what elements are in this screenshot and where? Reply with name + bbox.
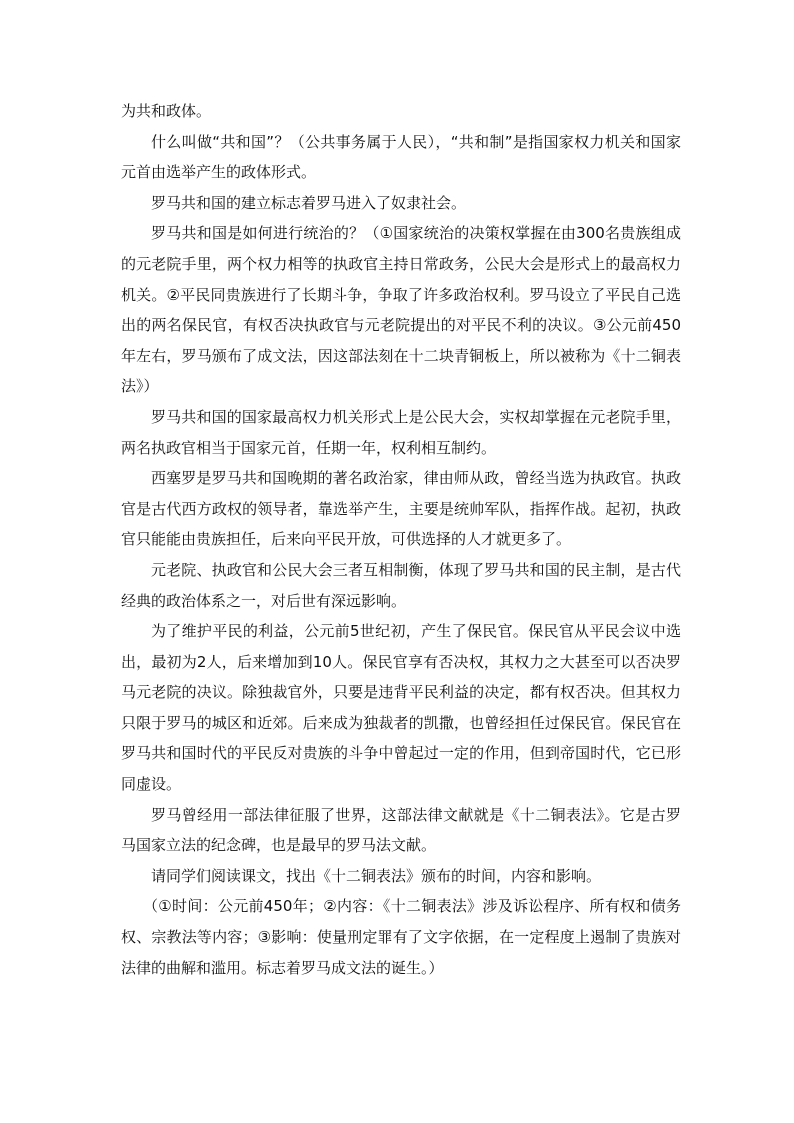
- paragraph-cicero: 西塞罗是罗马共和国晚期的著名政治家，律由师从政，曾经当选为执政官。执政官是古代西方政权的领导者，靠选举产生，主要是统帅军队，指挥作战。起初，执政官只能能由贵族担任，后来向平民开放，可供选择的人才就更多了。: [121, 469, 681, 549]
- paragraph-twelve-tables: 罗马曾经用一部法律征服了世界，这部法律文献就是《十二铜表法》。它是古罗马国家立法的纪念碑，也是最早的罗马法文献。: [121, 805, 681, 855]
- paragraph-answer: （①时间：公元前450年；②内容：《十二铜表法》涉及诉讼程序、所有权和债务权、宗教法等内容；③影响：使量刑定罪有了文字依据，在一定程度上遏制了贵族对法律的曲解和滥用。标志着罗马成文法的诞生。）: [121, 897, 681, 977]
- paragraph-checks-balances: 元老院、执政官和公民大会三者互相制衡，体现了罗马共和国的民主制，是古代经典的政治体系之一，对后世有深远影响。: [121, 560, 681, 610]
- paragraph-power-structure: 罗马共和国的国家最高权力机关形式上是公民大会，实权却掌握在元老院手里，两名执政官相当于国家元首，任期一年，权利相互制约。: [121, 407, 681, 457]
- paragraph-continuation: 为共和政体。: [121, 102, 212, 120]
- document-body: [121, 96, 681, 983]
- paragraph-governance: 罗马共和国是如何进行统治的？（①国家统治的决策权掌握在由300名贵族组成的元老院手里，两个权力相等的执政官主持日常政务，公民大会是形式上的最高权力机关。②平民同贵族进行了长期斗争，争取了许多政治权利。罗马设立了平民自己选出的两名保民官，有权否决执政官与元老院提出的对平民不利的决议。③公元前450年左右，罗马颁布了成文法，因这部法刻在十二块青铜板上，所以被称为《十二铜表法》）: [121, 224, 681, 396]
- paragraph-slave-society: 罗马共和国的建立标志着罗马进入了奴隶社会。: [151, 193, 467, 212]
- paragraph-reading-task: 请同学们阅读课文，找出《十二铜表法》颁布的时间，内容和影响。: [151, 866, 602, 885]
- paragraph-tribune: 为了维护平民的利益，公元前5世纪初，产生了保民官。保民官从平民会议中选出，最初为2人，后来增加到10人。保民官享有否决权，其权力之大甚至可以否决罗马元老院的决议。除独裁官外，只要是违背平民利益的决定，都有权否决。但其权力只限于罗马的城区和近郊。后来成为独裁者的凯撒，也曾经担任过保民官。保民官在罗马共和国时代的平民反对贵族的斗争中曾起过一定的作用，但到帝国时代，它已形同虚设。: [121, 622, 681, 794]
- paragraph-republic-definition: 什么叫做“共和国”？（公共事务属于人民），“共和制”是指国家权力机关和国家元首由选举产生的政体形式。: [121, 132, 681, 182]
